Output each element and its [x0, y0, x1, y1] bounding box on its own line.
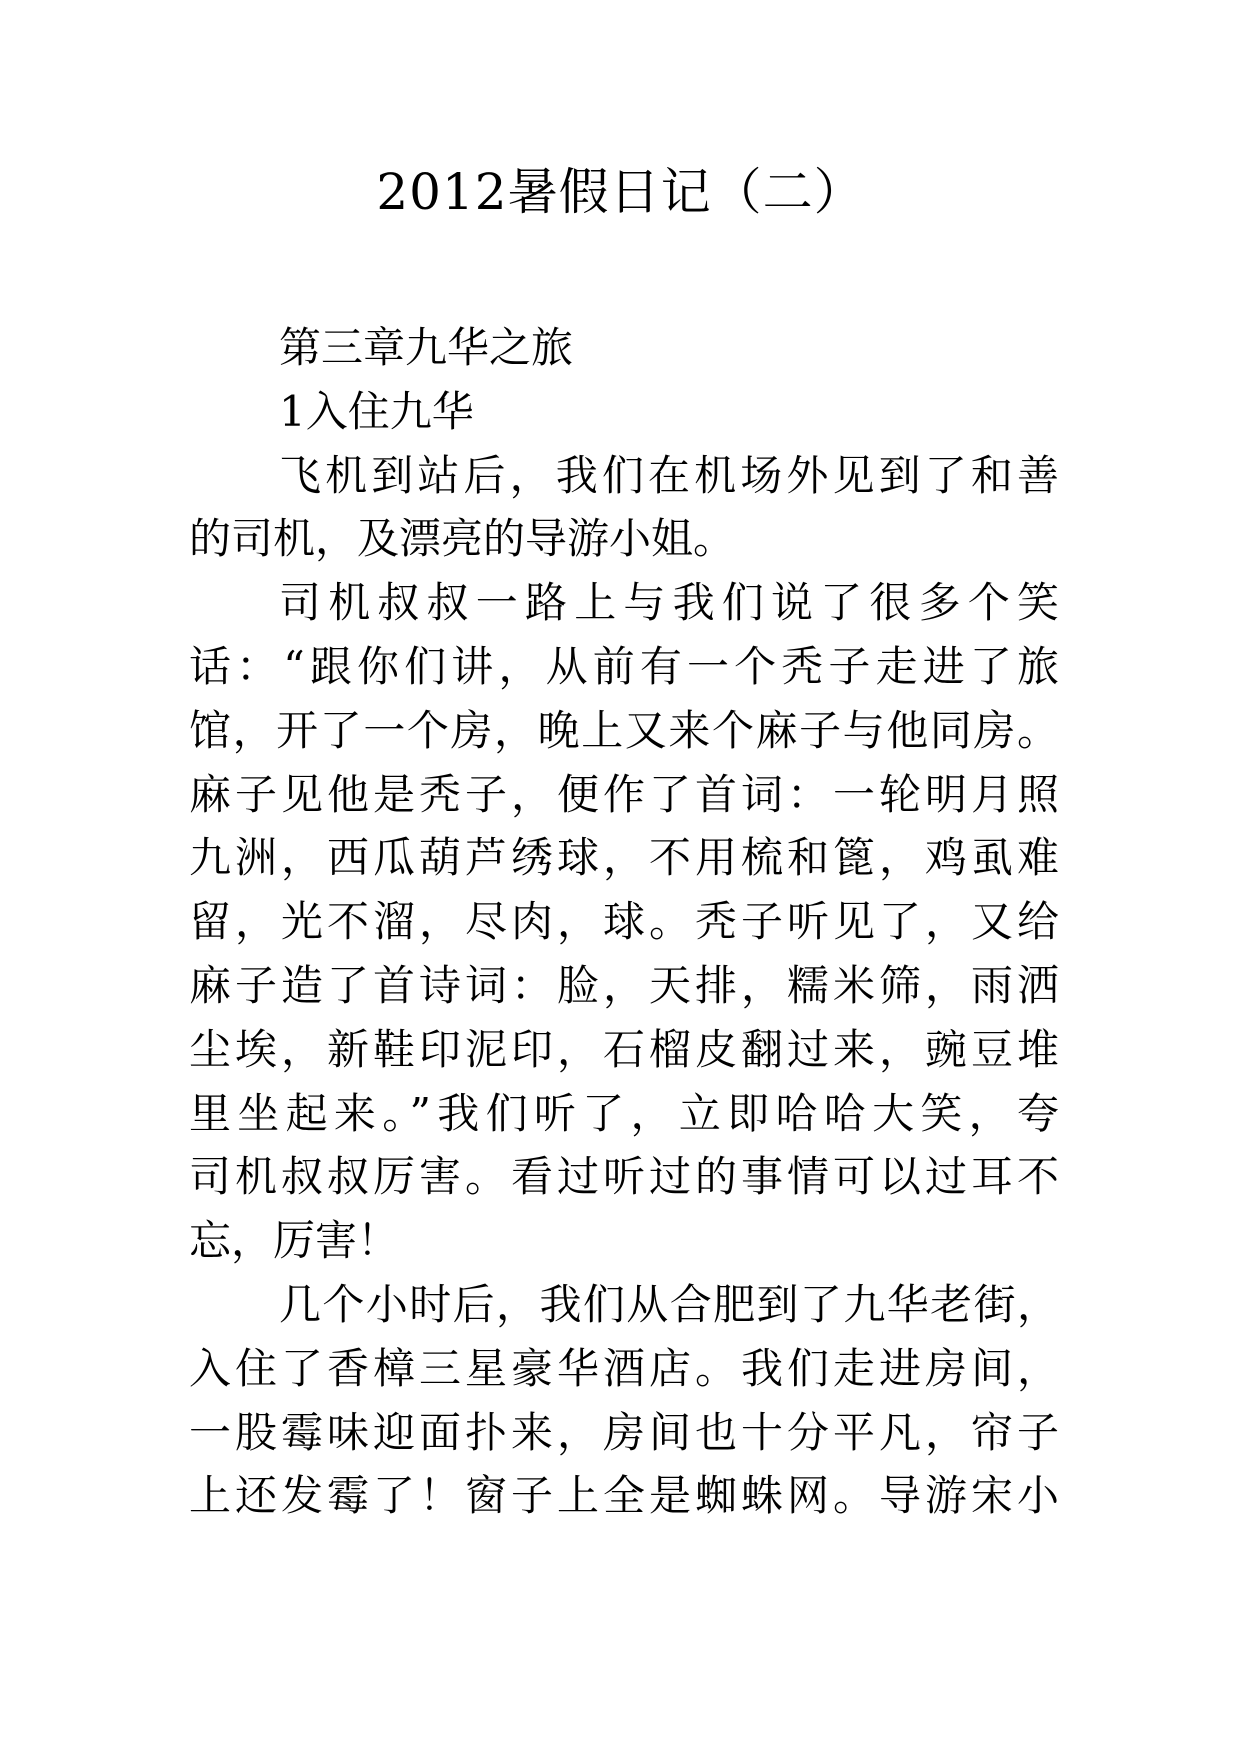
text-line: 留，光不溜，尽肉，球。秃子听见了，又给	[189, 897, 1059, 947]
text-line: 忘，厉害！	[189, 1216, 400, 1266]
document-title: 2012暑假日记（二）	[376, 163, 865, 221]
text-line: 麻子造了首诗词：脸，天排，糯米筛，雨洒	[189, 960, 1059, 1010]
text-line: 上还发霉了！窗子上全是蜘蛛网。导游宋小	[189, 1471, 1059, 1521]
text-line: 司机叔叔厉害。看过听过的事情可以过耳不	[189, 1152, 1059, 1202]
text-line: 入住了香樟三星豪华酒店。我们走进房间，	[189, 1343, 1059, 1393]
text-line: 麻子见他是秃子，便作了首词：一轮明月照	[189, 769, 1059, 819]
text-line: 司机叔叔一路上与我们说了很多个笑	[279, 578, 1059, 628]
text-line: 几个小时后，我们从合肥到了九华老街，	[279, 1279, 1059, 1329]
text-line: 馆，开了一个房，晚上又来个麻子与他同房。	[189, 705, 1059, 755]
section-heading: 1入住九华	[279, 386, 474, 436]
text-line: 话：“跟你们讲，从前有一个秃子走进了旅	[189, 641, 1059, 691]
chapter-heading: 第三章九华之旅	[279, 323, 574, 372]
paragraph-3	[189, 1273, 1059, 1528]
paragraph-1	[189, 444, 1059, 572]
text-line: 的司机，及漂亮的导游小姐。	[189, 514, 736, 564]
text-line: 九洲，西瓜葫芦绣球，不用梳和篦，鸡虱难	[189, 833, 1059, 883]
document-body	[189, 316, 1059, 1528]
text-line: 尘埃，新鞋印泥印，石榴皮翻过来，豌豆堆	[189, 1024, 1059, 1074]
paragraph-2	[189, 571, 1059, 1273]
text-line: 一股霉味迎面扑来，房间也十分平凡，帘子	[189, 1407, 1059, 1457]
text-line: 飞机到站后，我们在机场外见到了和善	[279, 450, 1059, 500]
text-line: 里坐起来。”我们听了，立即哈哈大笑，夸	[189, 1088, 1059, 1138]
